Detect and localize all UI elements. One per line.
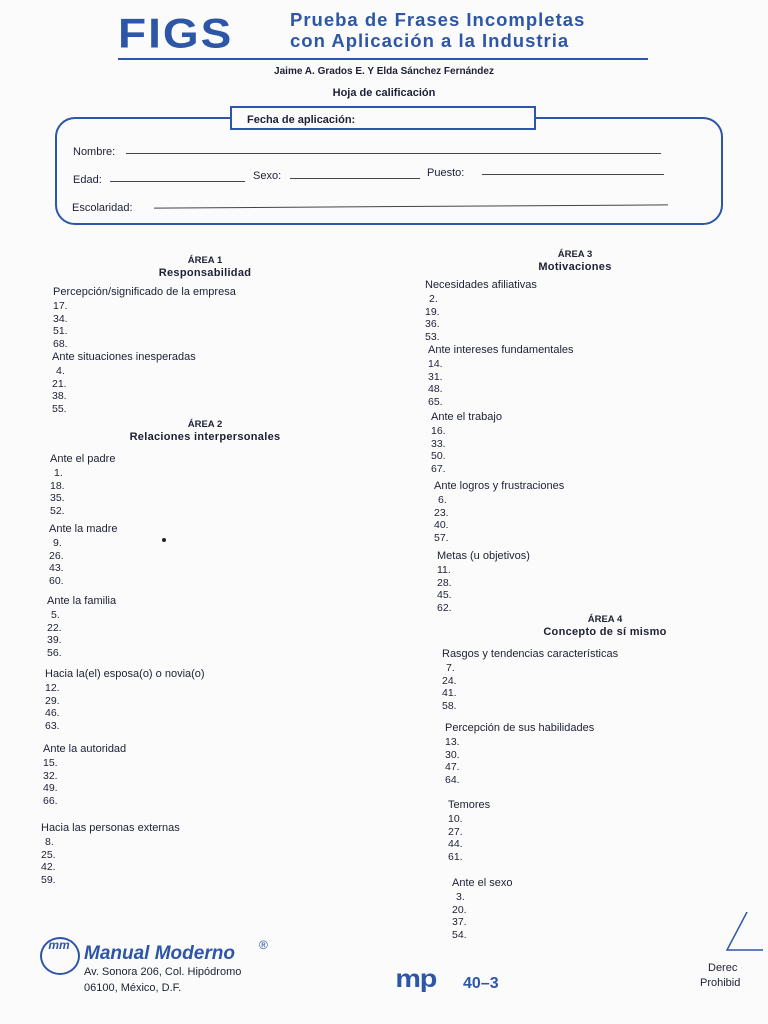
item-number: 56. [47, 646, 62, 659]
item-number: 22. [47, 621, 62, 634]
form-code: 40–3 [463, 975, 499, 992]
sex-label: Sexo: [253, 170, 282, 182]
test-title-line-1: Prueba de Frases Incompletas [290, 9, 586, 30]
publisher-name: Manual Moderno [84, 943, 235, 964]
item-number: 18. [50, 479, 65, 492]
item-number: 13. [445, 736, 460, 748]
category-block [47, 595, 116, 659]
category-label: Rasgos y tendencias características [442, 648, 619, 660]
item-number: 65. [428, 395, 443, 408]
category-block [53, 286, 236, 350]
item-number: 45. [437, 589, 452, 601]
item-number: 38. [52, 390, 67, 402]
position-field[interactable] [482, 174, 664, 175]
rights-text-line-2: Prohibid [700, 977, 741, 989]
item-number: 62. [437, 601, 452, 614]
item-number: 24. [442, 674, 457, 687]
sex-field[interactable] [290, 178, 420, 179]
category-block [45, 668, 205, 732]
item-number: 35. [50, 492, 65, 504]
item-number: 63. [45, 719, 60, 732]
publisher-address-line-2: 06100, México, D.F. [84, 982, 182, 994]
area-3-number: ÁREA 3 [557, 249, 593, 260]
mp-logo: mp [395, 965, 437, 993]
item-number: 50. [431, 450, 446, 462]
item-number: 46. [45, 707, 60, 719]
item-number: 28. [437, 576, 452, 589]
item-number: 17. [53, 300, 68, 312]
item-number: 36. [425, 318, 440, 330]
item-number: 34. [53, 312, 68, 325]
age-field[interactable] [110, 181, 245, 182]
test-title-line-2: con Aplicación a la Industria [290, 30, 570, 51]
item-number: 3. [456, 891, 465, 903]
item-number: 61. [448, 850, 463, 863]
category-block [452, 877, 513, 941]
category-label: Ante la autoridad [43, 743, 127, 755]
item-number: 12. [45, 682, 60, 694]
figs-logo: FIGS [118, 9, 234, 57]
item-number: 54. [452, 928, 467, 941]
item-number: 58. [442, 699, 457, 712]
area-3-title: Motivaciones [538, 261, 612, 273]
category-label: Temores [448, 799, 491, 811]
category-block [41, 822, 180, 886]
category-label: Ante situaciones inesperadas [52, 351, 196, 363]
item-number: 4. [56, 365, 65, 377]
name-field[interactable] [126, 153, 661, 154]
authors: Jaime A. Grados E. Y Elda Sánchez Fernández [274, 66, 494, 77]
item-number: 10. [448, 813, 463, 825]
publisher-address-line-1: Av. Sonora 206, Col. Hipódromo [84, 966, 242, 978]
category-block [428, 344, 574, 408]
item-number: 8. [45, 836, 54, 848]
name-label: Nombre: [73, 146, 116, 158]
item-number: 9. [53, 537, 62, 549]
item-number: 47. [445, 761, 460, 773]
category-block [50, 453, 115, 517]
item-number: 42. [41, 861, 56, 873]
area-4-title: Concepto de sí mismo [543, 626, 667, 638]
item-number: 14. [428, 358, 443, 370]
application-date-field[interactable]: Fecha de aplicación: [230, 106, 536, 130]
ink-dot [162, 538, 166, 542]
category-label: Ante logros y frustraciones [434, 480, 565, 492]
category-block [448, 799, 490, 863]
area-4-heading [500, 614, 710, 638]
item-number: 11. [437, 564, 451, 576]
item-number: 15. [43, 757, 58, 769]
category-label: Ante la madre [49, 523, 118, 535]
category-block [437, 550, 530, 614]
area-2-number: ÁREA 2 [187, 419, 223, 430]
area-1-title: Responsabilidad [158, 267, 252, 279]
category-block [431, 411, 502, 475]
area-4-number: ÁREA 4 [587, 614, 623, 625]
publisher-logo-initials: mm [48, 938, 70, 952]
category-label: Percepción/significado de la empresa [53, 286, 236, 298]
area-2-heading [80, 419, 330, 443]
item-number: 6. [438, 494, 447, 506]
item-number: 30. [445, 748, 460, 761]
age-label: Edad: [73, 174, 102, 186]
item-number: 29. [45, 694, 60, 707]
schooling-label: Escolaridad: [72, 202, 133, 214]
category-label: Ante la familia [47, 595, 117, 607]
category-label: Ante el trabajo [431, 411, 502, 423]
item-number: 59. [41, 873, 56, 886]
category-block [49, 523, 117, 587]
item-number: 68. [53, 337, 68, 350]
item-number: 7. [446, 662, 455, 674]
item-number: 64. [445, 773, 460, 786]
item-number: 26. [49, 549, 64, 562]
category-block [445, 722, 594, 786]
item-number: 32. [43, 769, 58, 782]
item-number: 5. [51, 609, 60, 621]
item-number: 48. [428, 383, 443, 395]
category-block [425, 279, 537, 343]
area-1-number: ÁREA 1 [187, 255, 223, 266]
header-rule [118, 58, 648, 60]
item-number: 57. [434, 531, 449, 544]
item-number: 31. [428, 370, 443, 383]
category-label: Percepción de sus habilidades [445, 722, 595, 734]
item-number: 43. [49, 562, 64, 574]
item-number: 39. [47, 634, 62, 646]
category-label: Ante intereses fundamentales [428, 344, 574, 356]
item-number: 23. [434, 506, 449, 519]
item-number: 66. [43, 794, 58, 807]
item-number: 1. [54, 467, 63, 479]
sheet-title: Hoja de calificación [332, 87, 436, 99]
category-label: Hacia las personas externas [41, 822, 180, 834]
item-number: 55. [52, 402, 67, 415]
item-number: 27. [448, 825, 463, 838]
registered-mark: ® [259, 938, 268, 952]
item-number: 2. [429, 293, 438, 305]
item-number: 37. [452, 916, 467, 928]
category-label: Hacia la(el) esposa(o) o novia(o) [45, 668, 205, 680]
warning-triangle-icon [723, 912, 763, 952]
category-label: Ante el padre [50, 453, 116, 465]
category-block [52, 351, 196, 415]
category-block [442, 648, 618, 712]
item-number: 19. [425, 305, 440, 318]
category-label: Metas (u objetivos) [437, 550, 530, 562]
category-label: Ante el sexo [452, 877, 513, 889]
item-number: 41. [442, 687, 457, 699]
category-block [43, 743, 126, 807]
item-number: 53. [425, 330, 440, 343]
item-number: 60. [49, 574, 64, 587]
item-number: 52. [50, 504, 65, 517]
position-label: Puesto: [427, 167, 465, 179]
rights-text-line-1: Derec [708, 962, 738, 974]
area-3-heading [470, 249, 680, 273]
item-number: 40. [434, 519, 449, 531]
item-number: 16. [431, 425, 446, 437]
item-number: 25. [41, 848, 56, 861]
item-number: 20. [452, 903, 467, 916]
respondent-info-box [55, 117, 723, 225]
area-2-title: Relaciones interpersonales [129, 431, 281, 443]
item-number: 67. [431, 462, 446, 475]
item-number: 49. [43, 782, 58, 794]
item-number: 21. [52, 377, 67, 390]
category-label: Necesidades afiliativas [425, 279, 537, 291]
item-number: 44. [448, 838, 463, 850]
item-number: 33. [431, 437, 446, 450]
area-1-heading [100, 255, 310, 279]
item-number: 51. [53, 325, 68, 337]
category-block [434, 480, 564, 544]
